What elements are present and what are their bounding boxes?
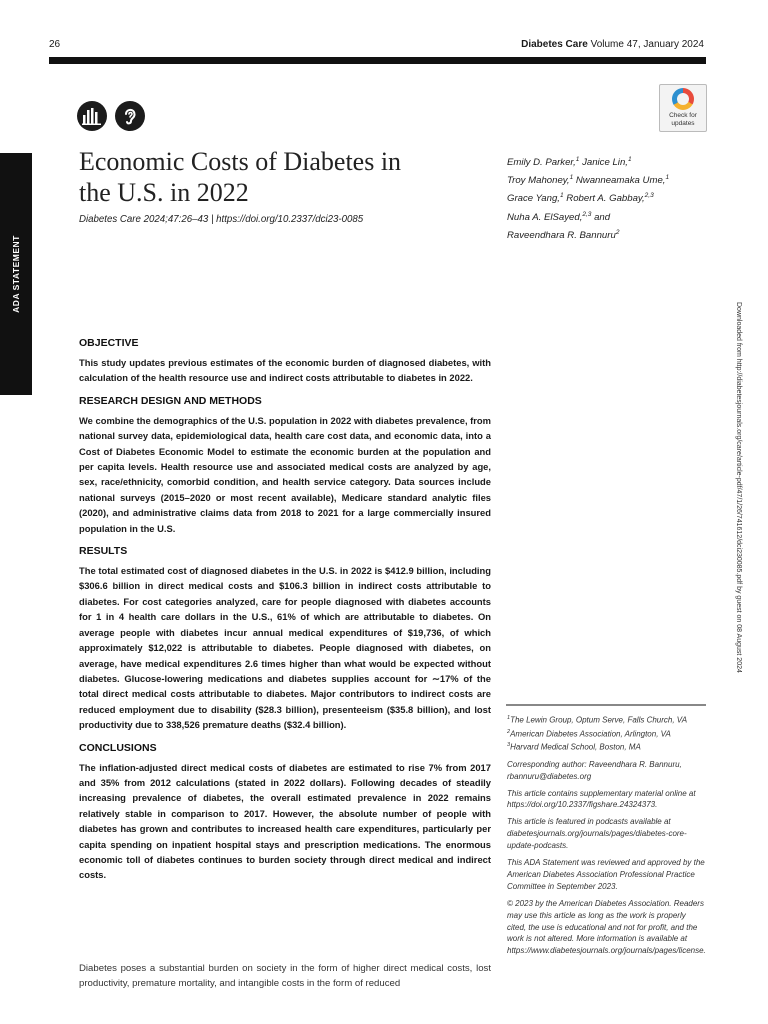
methods-heading: RESEARCH DESIGN AND METHODS <box>79 394 262 407</box>
journal-name: Diabetes Care <box>521 39 588 50</box>
podcast-note: This article is featured in podcasts available at diabetesjournals.org/journals/pages/diabetes-core-update-podcasts. <box>507 817 687 851</box>
page-number: 26 <box>49 39 61 50</box>
supplementary-note: This article contains supplementary material online at https://doi.org/10.2337/figshare.24324373. <box>507 788 696 810</box>
article-type-label: ADA STATEMENT <box>11 235 21 313</box>
results-text: The total estimated cost of diagnosed diabetes in the U.S. in 2022 is $412.9 billion, including $306.6 billion in direct medical costs and $106.3 billion in indirect costs attributable to diabetes. For cost categories analyzed, care for people diagnosed with diabetes accounts for 1 in 4 health care dollars in the U.S., 61% of which are attributable to diabetes. On average people with diabetes incur annual medical expenditures of $19,736, of which approximately $12,022 is attributable to diabetes. People diagnosed with diabetes, on average, have medical expenditures 2.6 times higher than what would be expected without diabetes. Glucose-lowering medications and diabetes supplies account for ∼17% of the total direct medical costs attributable to diabetes. Major contributors to indirect costs are reduced employment due to disability ($28.3 billion), presenteeism ($35.8 billion), and lost productivity due to 338,526 premature deaths ($32.4 billion). <box>79 565 491 731</box>
corresponding-author: Corresponding author: Raveendhara R. Bannuru, rbannuru@diabetes.org <box>507 759 682 781</box>
running-header <box>521 39 704 50</box>
copyright-note: © 2023 by the American Diabetes Association. Readers may use this article as long as the work is properly cited, the use is educational and not for profit, and the work is not altered. More information is available at https://www.diabetesjournals.org/journals/pages/license. <box>507 898 706 956</box>
author: Emily D. Parker, <box>507 157 576 169</box>
author: Nwanneamaka Ume, <box>575 175 666 187</box>
conclusions-text: The inflation-adjusted direct medical costs of diabetes are estimated to rise 7% from 2017 and 35% from 2012 calculations (stated in 2022 dollars). Following decades of steadily increasing prevalence of diabetes, the overall estimated prevalence in 2022 remains relatively stable in comparison to 2017. However, the absolute number of people with diabetes has grown and contributes to increased health care expenditures, particularly per capita spending on inpatient hospital stays and prescription medications. The enormous economic toll of diabetes continues to burden society through direct medical and indirect costs. <box>79 761 491 881</box>
article-title: Economic Costs of Diabetes in the U.S. in 2022 <box>79 147 402 207</box>
check-updates-icon <box>672 88 694 110</box>
abstract <box>79 337 491 892</box>
objective-heading: OBJECTIVE <box>79 337 139 349</box>
ear-icon[interactable] <box>115 101 145 131</box>
check-for-updates-badge[interactable] <box>659 84 707 132</box>
author: Raveendhara R. Bannuru <box>507 229 616 241</box>
footnotes <box>507 713 707 957</box>
chart-icon[interactable] <box>77 101 107 131</box>
introduction-text: Diabetes poses a substantial burden on society in the form of higher direct medical costs, lost productivity, premature mortality, and intangible costs in the form of reduced <box>79 963 491 990</box>
footnote-rule <box>506 704 706 706</box>
article-type-sidebar <box>0 153 32 395</box>
author: Nuha A. ElSayed, <box>507 211 583 223</box>
objective-text: This study updates previous estimates of the economic burden of diagnosed diabetes, with calculation of the health resource use and indirect costs attributable to diabetes in 2022. <box>79 357 491 384</box>
article-feature-icons <box>77 101 145 131</box>
check-updates-label: Check for updates <box>669 112 697 127</box>
affiliation-2: $^2$American Diabetes Association, Arlington, VA <box>507 728 671 739</box>
author: Grace Yang, <box>507 193 560 205</box>
author-conjunction: and <box>594 211 611 223</box>
header-rule <box>49 57 706 64</box>
conclusions-heading: CONCLUSIONS <box>79 741 157 754</box>
author: Troy Mahoney, <box>507 175 570 187</box>
results-heading: RESULTS <box>79 545 128 558</box>
download-watermark: Downloaded from http://diabetesjournals.org/care/article-pdf/47/1/26/741612/dci230085.pdf by guest on 08 August 2024 <box>735 302 742 673</box>
approval-note: This ADA Statement was reviewed and approved by the American Diabetes Association Professional Practice Committee in September 2023. <box>507 858 705 891</box>
affiliation-1: $^1$The Lewin Group, Optum Serve, Falls Church, VA <box>507 715 688 725</box>
methods-text: We combine the demographics of the U.S. population in 2022 with diabetes prevalence, from national survey data, epidemiological data, health care cost data, and economic data, into a Cost of Diabetes Economic Model to estimate the economic burden at the population and per capita levels. Health resource use and associated medical costs are analyzed by age, sex, race/ethnicity, comorbid condition, and health service category. Data sources include national surveys (2015–2020 or most recent available), Medicare standard analytic files (2020), and administrative claims data from 2018 to 2021 for a large commercially insured population in the U.S. <box>79 414 491 534</box>
author: Robert A. Gabbay, <box>566 193 645 205</box>
journal-volume: Volume 47, January 2024 <box>590 39 704 50</box>
author-list: Emily D. Parker,$^1$ Janice Lin,$^1$ Troy Mahoney,$^1$ Nwanneamaka Ume,$^1$ Grace Yang,$^1$ Robert A. Gabbay,$^{2,3}$ Nuha A. ElSayed,$^{2,3}$ and Raveendhara R. Bannuru$^2$ <box>507 156 670 241</box>
citation: Diabetes Care 2024;47:26–43 | https://doi.org/10.2337/dci23-0085 <box>79 214 364 225</box>
author: Janice Lin, <box>582 157 628 169</box>
affiliation-3: $^3$Harvard Medical School, Boston, MA <box>507 742 641 752</box>
